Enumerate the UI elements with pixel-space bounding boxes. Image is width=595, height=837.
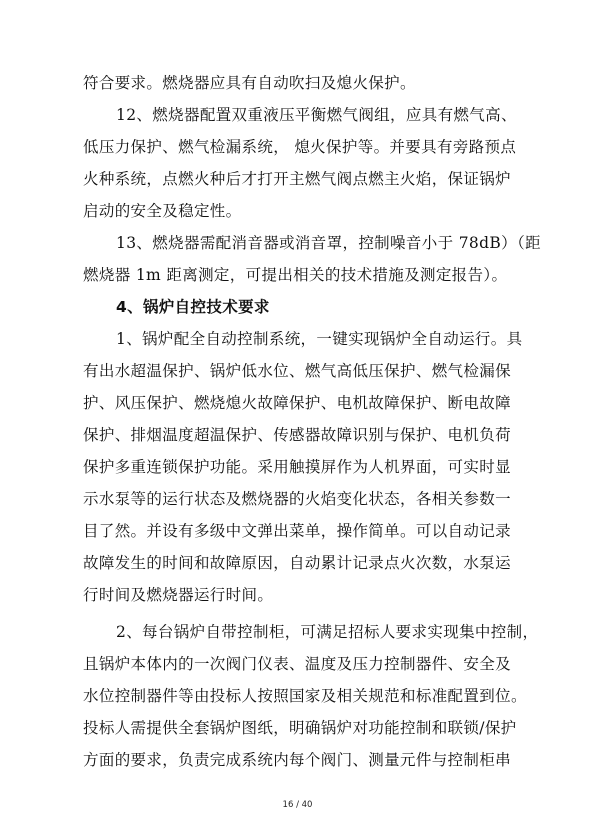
text-line: 示水泵等的运行状态及燃烧器的火焰变化状态，各相关参数一 [83, 490, 511, 508]
text-line: 且锅炉本体内的一次阀门仪表、温度及压力控制器件、安全及 [83, 655, 511, 673]
text-line: 水位控制器件等由投标人按照国家及相关规范和标准配置到位。 [83, 687, 527, 705]
text-line: 燃烧器 1m 距离测定，可提出相关的技术措施及测定报告）。 [83, 266, 508, 284]
text-line: 12、燃烧器配置双重液压平衡燃气阀组，应具有燃气高、 [116, 106, 517, 124]
text-line: 投标人需提供全套锅炉图纸，明确锅炉对功能控制和联锁/保护 [83, 719, 517, 737]
text-line: 13、燃烧器需配消音器或消音罩，控制噪音小于 78dB）（距 [116, 234, 541, 252]
text-line: 行时间及燃烧器运行时间。 [83, 586, 274, 604]
page-number: 16 / 40 [282, 800, 313, 810]
text-line: 护、风压保护、燃烧熄火故障保护、电机故障保护、断电故障 [83, 394, 511, 412]
text-line: 保护多重连锁保护功能。采用触摸屏作为人机界面，可实时显 [83, 458, 511, 476]
text-line: 低压力保护、燃气检漏系统， 熄火保护等。并要具有旁路预点 [83, 138, 517, 156]
text-line: 故障发生的时间和故障原因，自动累计记录点火次数，水泵运 [83, 554, 511, 572]
text-line: 1、锅炉配全自动控制系统，一键实现锅炉全自动运行。具 [116, 330, 523, 348]
text-line: 目了然。并设有多级中文弹出菜单，操作简单。可以自动记录 [83, 522, 511, 540]
text-line: 火种系统，点燃火种后才打开主燃气阀点燃主火焰，保证锅炉 [83, 170, 511, 188]
text-line: 有出水超温保护、锅炉低水位、燃气高低压保护、燃气检漏保 [83, 362, 511, 380]
text-line: 保护、排烟温度超温保护、传感器故障识别与保护、电机负荷 [83, 426, 511, 444]
text-line: 方面的要求，负责完成系统内每个阀门、测量元件与控制柜串 [83, 751, 511, 769]
text-line: 启动的安全及稳定性。 [83, 202, 242, 220]
text-line: 2、每台锅炉自带控制柜，可满足招标人要求实现集中控制， [116, 623, 539, 641]
text-line: 符合要求。燃烧器应具有自动吹扫及熄火保护。 [83, 74, 416, 92]
section-heading: 4、锅炉自控技术要求 [116, 298, 270, 316]
